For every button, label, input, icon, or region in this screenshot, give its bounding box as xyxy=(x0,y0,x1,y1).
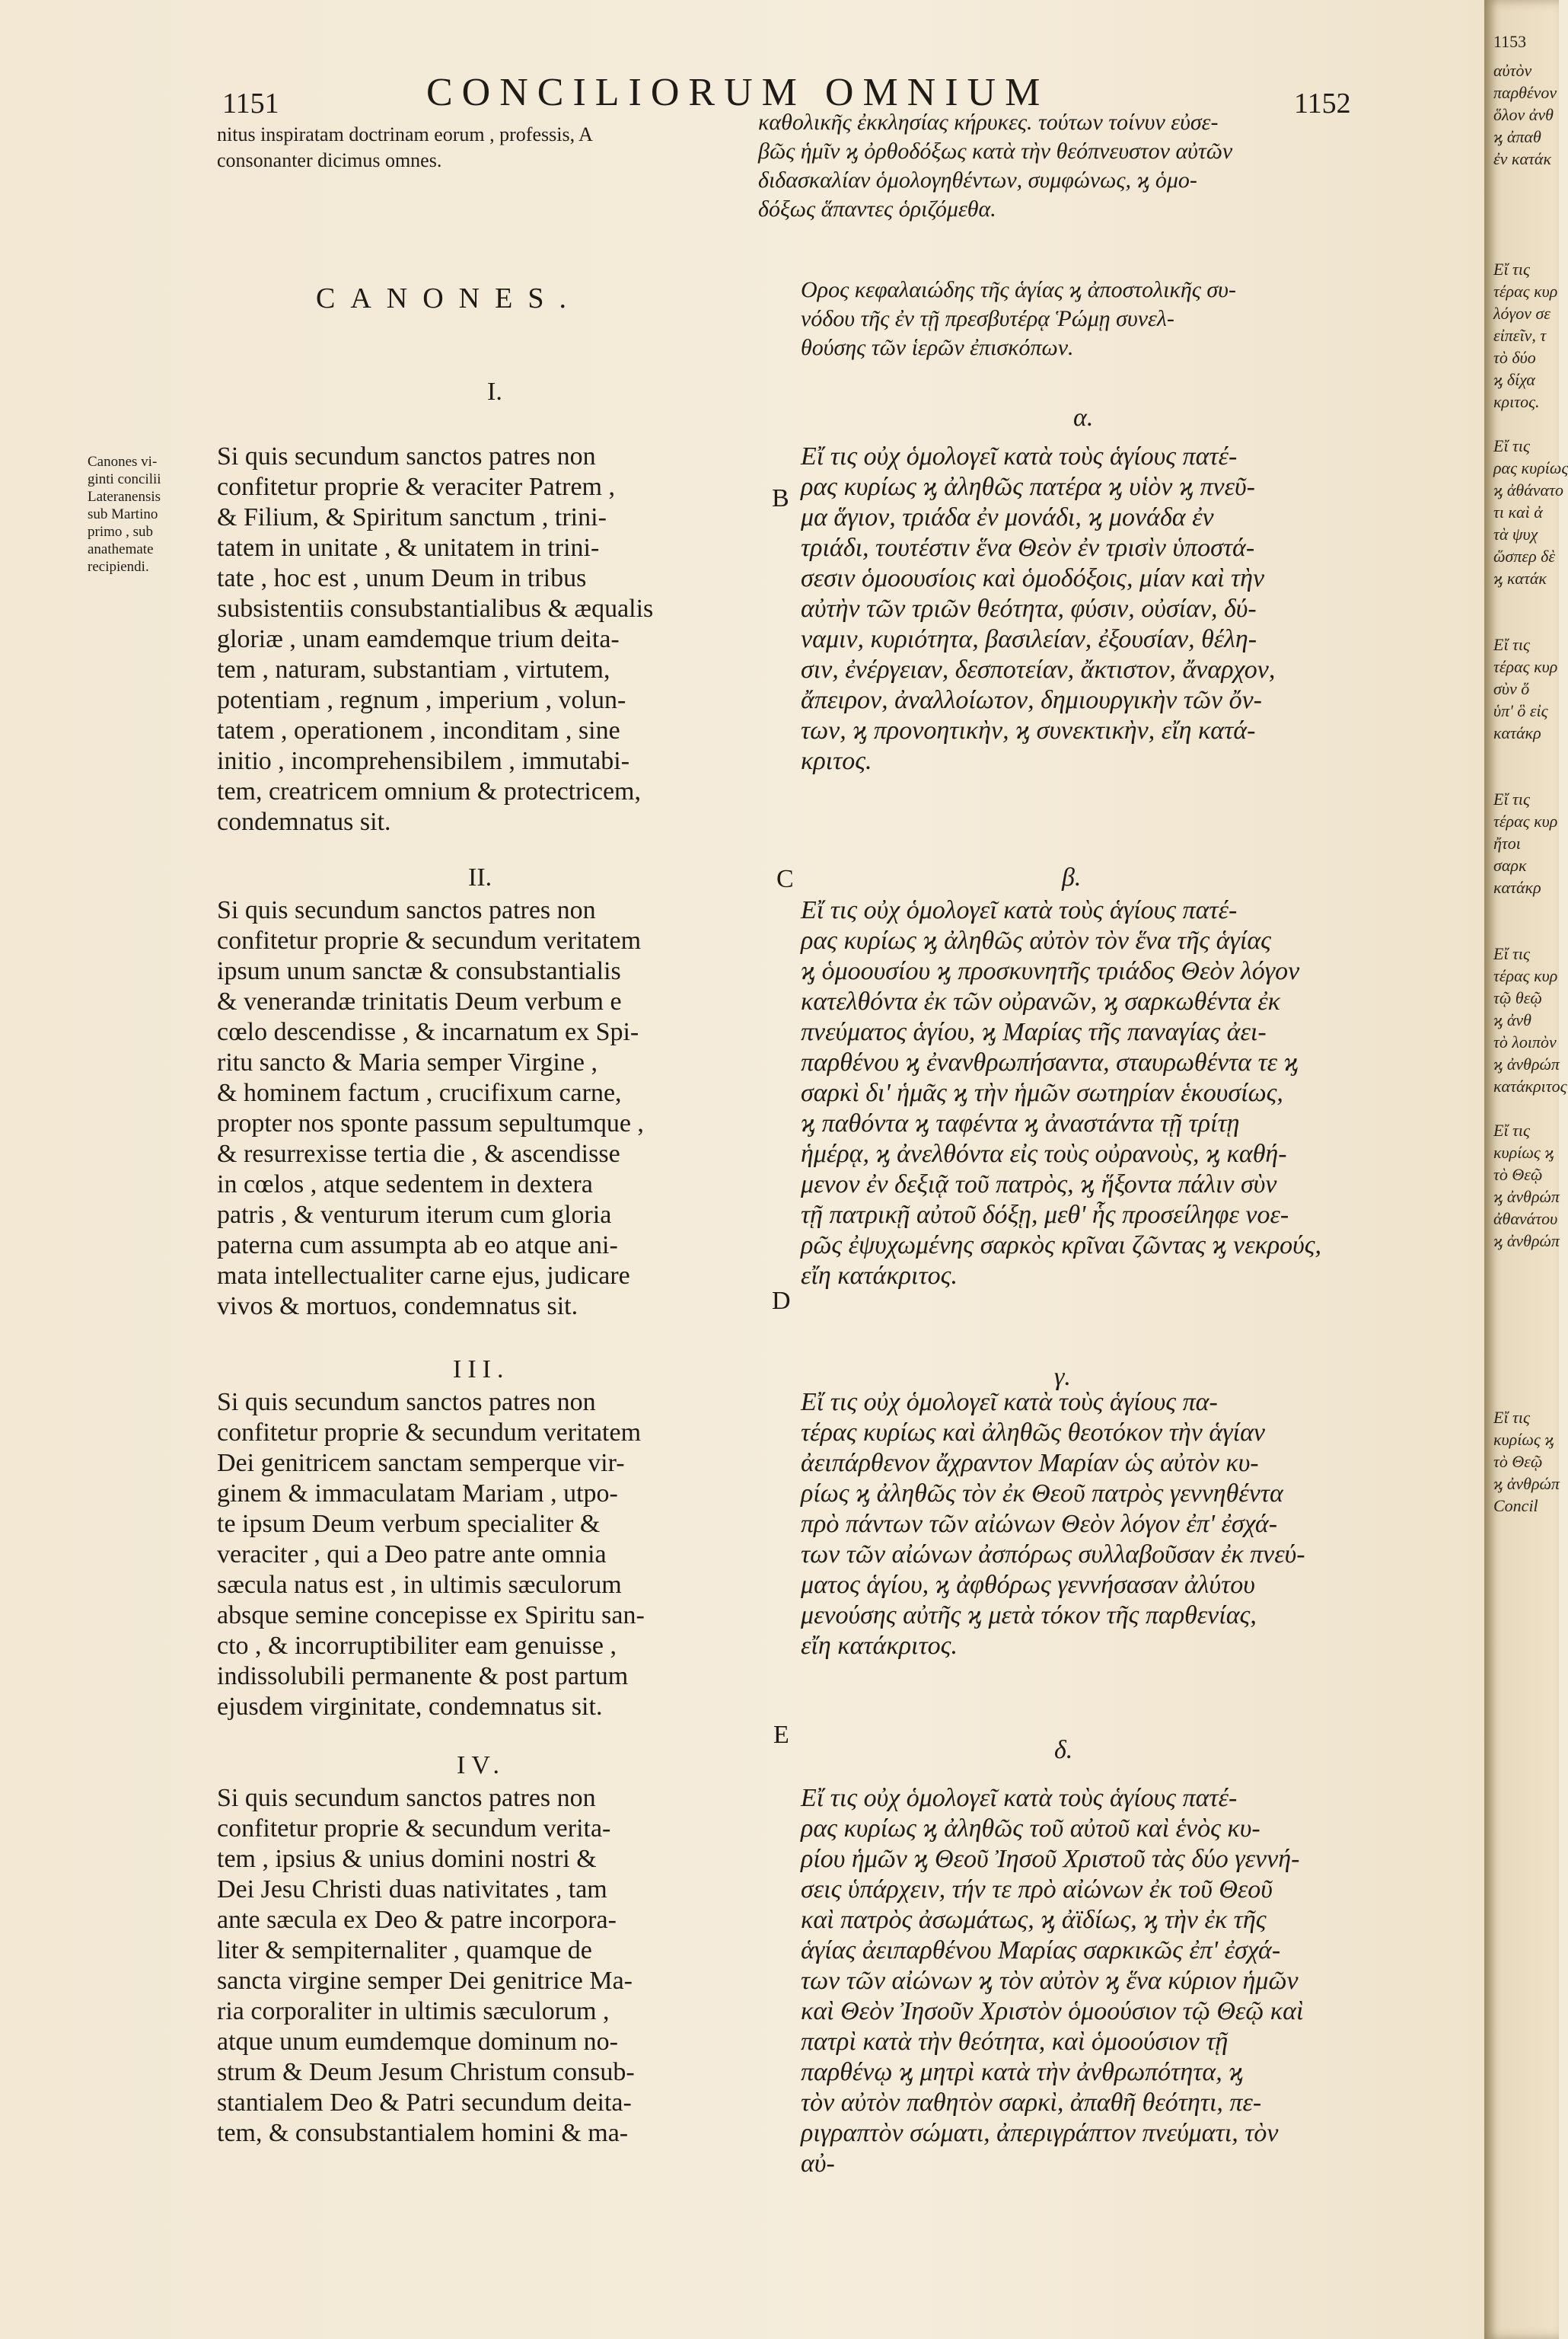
latin-line: tatem , operationem , inconditam , sine xyxy=(217,716,620,745)
greek-line: αὐτὴν τῶν τριῶν θεότητα, φύσιν, οὐσίαν, δύ- xyxy=(801,595,1257,623)
latin-line: stantialem Deo & Patri secundum deita- xyxy=(217,2089,632,2117)
greek-line: ρας κυρίως ϗ ἀληθῶς τοῦ αὐτοῦ καὶ ἑνὸς κυ- xyxy=(801,1814,1260,1843)
latin-line: ria corporaliter in ultimis sæculorum , xyxy=(217,1997,610,2025)
greek-line: Εἴ τις οὐχ ὁμολογεῖ κατὰ τοὺς ἁγίους πατέ- xyxy=(801,1784,1238,1812)
greek-heading-line: νόδου τῆς ἐν τῇ πρεσβυτέρᾳ Ῥώμῃ συνελ- xyxy=(801,306,1174,331)
greek-canon-numeral: δ. xyxy=(1054,1736,1073,1764)
latin-line: propter nos sponte passum sepultumque , xyxy=(217,1109,644,1138)
latin-line: indissolubili permanente & post partum xyxy=(217,1662,629,1690)
facing-page-line: τὸ λοιπὸν xyxy=(1493,1032,1557,1051)
facing-page-line xyxy=(1493,192,1557,214)
marginal-line: sub Martino xyxy=(88,506,158,522)
greek-line: ρας κυρίως ϗ ἀληθῶς αὐτὸν τὸν ἕνα τῆς ἁγίας xyxy=(801,927,1271,955)
facing-page-line: Εἴ τις xyxy=(1493,1408,1530,1427)
greek-line: ἀειπάρθενον ἄχραντον Μαρίαν ὡς αὐτὸν κυ- xyxy=(801,1449,1259,1477)
canon-numeral: I. xyxy=(487,378,502,406)
latin-line: tem, & consubstantialem homini & ma- xyxy=(217,2119,629,2147)
facing-page-line: Εἴ τις xyxy=(1493,635,1530,654)
facing-page-line: κατάκρ xyxy=(1493,723,1541,742)
canon-latin-text xyxy=(217,1783,780,2149)
canon-latin-text xyxy=(217,895,780,1322)
greek-line: Εἴ τις οὐχ ὁμολογεῖ κατὰ τοὺς ἁγίους πατέ- xyxy=(801,896,1238,924)
greek-line: ϗ παθόντα ϗ ταφέντα ϗ ἀναστάντα τῇ τρίτῃ xyxy=(801,1109,1240,1138)
facing-page-line: εἰπεῖν, τ xyxy=(1493,326,1547,345)
greek-line: καὶ Θεὸν Ἰησοῦν Χριστὸν ὁμοούσιον τῷ Θεῷ καὶ xyxy=(801,1997,1304,2025)
latin-line: Dei genitricem sanctam semperque vir- xyxy=(217,1449,625,1477)
facing-page-line xyxy=(1493,1252,1557,1274)
facing-page-line: τὰ ψυχ xyxy=(1493,525,1538,544)
greek-line: εἴη κατάκριτος. xyxy=(801,1632,958,1660)
facing-page-line xyxy=(1493,766,1557,788)
facing-page-line xyxy=(1493,1318,1557,1340)
intro-greek-text xyxy=(758,108,1232,224)
greek-line: ϗ ὁμοουσίου ϗ προσκυνητῆς τριάδος Θεὸν λόγον xyxy=(801,957,1300,985)
greek-canon-numeral: γ. xyxy=(1054,1363,1071,1391)
facing-page-line: λόγον σε xyxy=(1493,304,1550,323)
facing-page-line: κυρίως ϗ xyxy=(1493,1143,1554,1162)
page-number-right: 1152 xyxy=(1294,88,1351,120)
greek-line: καὶ πατρὸς ἀσωμάτως, ϗ ἀϊδίως, ϗ τὴν ἐκ τῆς xyxy=(801,1906,1267,1934)
latin-line: vivos & mortuos, condemnatus sit. xyxy=(217,1292,578,1320)
facing-page-line: Εἴ τις xyxy=(1493,1121,1530,1140)
latin-line: subsistentiis consubstantialibus & æqualis xyxy=(217,595,654,623)
facing-page-line: παρθένον xyxy=(1493,83,1557,102)
facing-page-line xyxy=(1493,611,1557,633)
facing-page-line: ϗ ἀθάνατο xyxy=(1493,480,1563,499)
canones-heading: CANONES. xyxy=(316,282,582,314)
greek-line: τριάδι, τουτέστιν ἕνα Θεὸν ἐν τρισὶν ὑποστά- xyxy=(801,534,1255,562)
latin-line: cœlo descendisse , & incarnatum ex Spi- xyxy=(217,1018,639,1046)
facing-page-line: σὺν ὅ xyxy=(1493,679,1530,698)
facing-page-line: τέρας κυρ xyxy=(1493,282,1558,301)
greek-line: τὸν αὐτὸν παθητὸν σαρκὶ, ἀπαθῆ θεότητι, πε- xyxy=(801,2089,1262,2117)
latin-line: Dei Jesu Christi duas nativitates , tam xyxy=(217,1875,607,1903)
latin-line: veraciter , qui a Deo patre ante omnia xyxy=(217,1540,607,1568)
facing-page-line: Εἴ τις xyxy=(1493,944,1530,963)
facing-page-line: ὅλον ἀνθ xyxy=(1493,105,1554,124)
greek-line: ἁγίας ἀειπαρθένου Μαρίας σαρκικῶς ἐπ' ἐσχά- xyxy=(801,1936,1281,1964)
latin-line: sæcula natus est , in ultimis sæculorum xyxy=(217,1571,622,1599)
facing-page-line xyxy=(1493,1384,1557,1406)
facing-page-line: ὥσπερ δὲ xyxy=(1493,547,1556,566)
facing-page-line: κριτος. xyxy=(1493,392,1540,411)
latin-line: cto , & incorruptibiliter eam genuisse , xyxy=(217,1632,617,1660)
facing-page-text xyxy=(1493,59,1568,1517)
canon-greek-text xyxy=(801,895,1349,1291)
facing-page-line: σαρκ xyxy=(1493,856,1527,875)
latin-line: Si quis secundum sanctos patres non xyxy=(217,1388,596,1416)
canon-greek-text xyxy=(801,442,1349,777)
facing-page-line: τῷ θεῷ xyxy=(1493,988,1542,1007)
latin-line: Si quis secundum sanctos patres non xyxy=(217,896,596,924)
latin-line: absque semine concepisse ex Spiritu san- xyxy=(217,1601,645,1629)
marginal-line: ginti concilii xyxy=(88,471,161,487)
facing-page-line: ϗ ἀνθρώπ xyxy=(1493,1187,1560,1206)
margin-letter-c: C xyxy=(776,865,794,893)
facing-page-line xyxy=(1493,921,1557,943)
facing-page-line: κατάκριτος xyxy=(1493,1077,1567,1096)
latin-line: initio , incomprehensibilem , immutabi- xyxy=(217,747,630,775)
greek-canon-numeral: β. xyxy=(1062,863,1082,892)
latin-line: confitetur proprie & veraciter Patrem , xyxy=(217,473,615,501)
latin-line: ipsum unum sanctæ & consubstantialis xyxy=(217,957,621,985)
facing-page-line: ϗ ἀνθρώπ xyxy=(1493,1055,1560,1074)
facing-page-line xyxy=(1493,744,1557,766)
facing-page-line: ϗ κατάκ xyxy=(1493,569,1547,588)
facing-page-line: κυρίως ϗ xyxy=(1493,1430,1554,1449)
facing-page-line: ϗ ἀνθ xyxy=(1493,1010,1531,1029)
latin-line: te ipsum Deum verbum specialiter & xyxy=(217,1510,601,1538)
facing-page-line: τὸ δύο xyxy=(1493,348,1536,367)
latin-line: confitetur proprie & secundum verita- xyxy=(217,1814,611,1843)
facing-page-line xyxy=(1493,589,1557,611)
greek-line: ρίως ϗ ἀληθῶς τὸν ἐκ Θεοῦ πατρὸς γεννηθέντα xyxy=(801,1479,1283,1508)
greek-line: σιν, ἐνέργειαν, δεσποτείαν, ἄκτιστον, ἄναρχον, xyxy=(801,656,1276,684)
facing-page-line xyxy=(1493,1340,1557,1362)
greek-line: των τῶν αἰώνων ἀσπόρως συλλαβοῦσαν ἐκ πνεύ- xyxy=(801,1540,1305,1568)
greek-line: ματος ἁγίου, ϗ ἀφθόρως γεννήσασαν ἀλύτου xyxy=(801,1571,1255,1599)
latin-line: tem , naturam, substantiam , virtutem, xyxy=(217,656,610,684)
intro-greek-line: βῶς ἡμῖν ϗ ὀρθοδόξως κατὰ τὴν θεόπνευστον αὐτῶν xyxy=(758,139,1233,164)
intro-latin-line: nitus inspiratam doctrinam eorum , professis, A xyxy=(217,123,593,145)
greek-line: ρας κυρίως ϗ ἀληθῶς πατέρα ϗ υἱὸν ϗ πνεῦ- xyxy=(801,473,1255,501)
canon-latin-text xyxy=(217,442,780,838)
latin-line: liter & sempiternaliter , quamque de xyxy=(217,1936,592,1964)
facing-page-line: κατάκρ xyxy=(1493,878,1541,897)
greek-line: ἡμέρᾳ, ϗ ἀνελθόντα εἰς τοὺς οὐρανοὺς, ϗ καθή- xyxy=(801,1140,1287,1168)
greek-heading-line: θούσης τῶν ἱερῶν ἐπισκόπων. xyxy=(801,335,1074,360)
greek-line: των τῶν αἰώνων ϗ τὸν αὐτὸν ϗ ἕνα κύριον ἡμῶν xyxy=(801,1967,1299,1995)
facing-page-line xyxy=(1493,1296,1557,1318)
facing-page-line xyxy=(1493,214,1557,236)
greek-line: ρίου ἡμῶν ϗ Θεοῦ Ἰησοῦ Χριστοῦ τὰς δύο γεννή- xyxy=(801,1845,1300,1873)
greek-line: κατελθόντα ἐκ τῶν οὐρανῶν, ϗ σαρκωθέντα ἐκ xyxy=(801,988,1280,1016)
facing-page-line: ἀθανάτου xyxy=(1493,1209,1558,1228)
facing-page-line: ϗ δίχα xyxy=(1493,370,1535,389)
canon-numeral: IV. xyxy=(457,1751,505,1779)
greek-line: μενούσης αὐτῆς ϗ μετὰ τόκον τῆς παρθενίας, xyxy=(801,1601,1257,1629)
marginal-line: Lateranensis xyxy=(88,489,161,505)
intro-greek-line: διδασκαλίαν ὁμολογηθέντων, συμφώνως, ϗ ὁμο- xyxy=(758,168,1197,193)
greek-line: μα ἅγιον, τριάδα ἐν μονάδι, ϗ μονάδα ἐν xyxy=(801,503,1214,531)
intro-latin-text xyxy=(217,122,593,174)
marginal-note xyxy=(88,453,161,576)
latin-line: atque unum eumdemque dominum no- xyxy=(217,2028,618,2056)
facing-page-line xyxy=(1493,413,1557,435)
latin-line: tatem in unitate , & unitatem in trini- xyxy=(217,534,600,562)
greek-line: τῇ πατρικῇ αὐτοῦ δόξῃ, μεθ' ἧς προσείληφε νοε- xyxy=(801,1201,1289,1229)
canon-greek-text xyxy=(801,1783,1349,2179)
intro-latin-line: consonanter dicimus omnes. xyxy=(217,149,442,171)
latin-line: tate , hoc est , unum Deum in tribus xyxy=(217,564,587,592)
latin-line: ritu sancto & Maria semper Virgine , xyxy=(217,1048,598,1077)
greek-heading-line: Ορος κεφαλαιώδης τῆς ἁγίας ϗ ἀποστολικῆς συ- xyxy=(801,277,1236,302)
greek-line: Εἴ τις οὐχ ὁμολογεῖ κατὰ τοὺς ἁγίους πατέ- xyxy=(801,442,1238,471)
facing-page-line: Εἴ τις xyxy=(1493,790,1530,809)
greek-line: των, ϗ προνοητικὴν, ϗ συνεκτικὴν, εἴη κατά- xyxy=(801,716,1256,745)
latin-line: strum & Deum Jesum Christum consub- xyxy=(217,2058,635,2086)
greek-line: ρῶς ἐψυχωμένης σαρκὸς κρῖναι ζῶντας ϗ νεκρούς, xyxy=(801,1231,1322,1259)
facing-page-line: τέρας κυρ xyxy=(1493,966,1558,985)
page-number-left: 1151 xyxy=(222,88,279,120)
margin-letter-e: E xyxy=(773,1721,789,1749)
intro-greek-line: δόξως ἅπαντες ὁριζόμεθα. xyxy=(758,196,996,222)
latin-line: & hominem factum , crucifixum carne, xyxy=(217,1079,622,1107)
greek-line: σεσιν ὁμοουσίοις καὶ ὁμοδόξοις, μίαν καὶ τὴν xyxy=(801,564,1265,592)
greek-line: κριτος. xyxy=(801,747,872,775)
greek-line: Εἴ τις οὐχ ὁμολογεῖ κατὰ τοὺς ἁγίους πα- xyxy=(801,1388,1218,1416)
greek-line: εἴη κατάκριτος. xyxy=(801,1262,958,1290)
facing-page-line: τὸ Θεῷ xyxy=(1493,1165,1543,1184)
facing-page-line: ὑπ' ὃ εἰς xyxy=(1493,701,1548,720)
facing-page-line: Εἴ τις xyxy=(1493,260,1530,279)
facing-page-line: ἤτοι xyxy=(1493,834,1521,853)
greek-line: ναμιν, κυριότητα, βασιλείαν, ἐξουσίαν, θέλη- xyxy=(801,625,1257,653)
latin-line: ante sæcula ex Deo & patre incorpora- xyxy=(217,1906,617,1934)
latin-line: & resurrexisse tertia die , & ascendisse xyxy=(217,1140,620,1168)
greek-line: παρθένου ϗ ἐνανθρωπήσαντα, σταυρωθέντα τε ϗ xyxy=(801,1048,1299,1077)
margin-letter-b: B xyxy=(772,484,789,512)
latin-line: mata intellectualiter carne ejus, judicare xyxy=(217,1262,630,1290)
latin-line: ejusdem virginitate, condemnatus sit. xyxy=(217,1693,603,1721)
facing-page-line: τι καὶ ἀ xyxy=(1493,503,1543,522)
greek-line: πνεύματος ἁγίου, ϗ Μαρίας τῆς παναγίας ἀει- xyxy=(801,1018,1267,1046)
facing-page-line: Concil xyxy=(1493,1496,1538,1515)
greek-line: ἄπειρον, ἀναλλοίωτον, δημιουργικὴν τῶν ὄν- xyxy=(801,686,1262,714)
canon-numeral: III. xyxy=(453,1355,510,1383)
facing-page-line xyxy=(1493,170,1557,192)
greek-line: παρθένῳ ϗ μητρὶ κατὰ τὴν ἀνθρωπότητα, ϗ xyxy=(801,2058,1244,2086)
canon-numeral: II. xyxy=(468,863,492,892)
canon-greek-text xyxy=(801,1387,1349,1661)
facing-page-line: τὸ Θεῷ xyxy=(1493,1452,1543,1471)
facing-page-line: αὐτὸν xyxy=(1493,61,1532,80)
intro-greek-line: καθολικῆς ἐκκλησίας κήρυκες. τούτων τοίνυν εὐσε- xyxy=(758,110,1219,135)
marginal-line: Canones vi- xyxy=(88,454,158,470)
latin-line: confitetur proprie & secundum veritatem xyxy=(217,1418,642,1447)
facing-page-line: ἐν κατάκ xyxy=(1493,149,1552,168)
facing-page-line: ρας κυρίως xyxy=(1493,458,1568,477)
facing-page-line xyxy=(1493,1097,1557,1119)
facing-page-line xyxy=(1493,1274,1557,1296)
facing-page-line: Εἴ τις xyxy=(1493,436,1530,455)
facing-page-line: ϗ ἀπαθ xyxy=(1493,127,1541,146)
latin-line: confitetur proprie & secundum veritatem xyxy=(217,927,642,955)
latin-line: Si quis secundum sanctos patres non xyxy=(217,1784,596,1812)
running-title: CONCILIORUM OMNIUM xyxy=(426,71,1050,114)
greek-line: σεις ὑπάρχειν, τήν τε πρὸ αἰώνων ἐκ τοῦ Θεοῦ xyxy=(801,1875,1273,1903)
latin-line: & venerandæ trinitatis Deum verbum e xyxy=(217,988,622,1016)
greek-line: μενον ἐν δεξιᾷ τοῦ πατρὸς, ϗ ἥξοντα πάλιν σὺν xyxy=(801,1170,1277,1198)
marginal-line: recipiendi. xyxy=(88,559,149,575)
facing-page-line: ϗ ἀνθρώπ xyxy=(1493,1474,1560,1493)
latin-line: condemnatus sit. xyxy=(217,808,391,836)
marginal-line: anathemate xyxy=(88,541,154,557)
canon-latin-text xyxy=(217,1387,780,1722)
latin-line: sancta virgine semper Dei genitrice Ma- xyxy=(217,1967,633,1995)
greek-line: σαρκὶ δι' ἡμᾶς ϗ τὴν ἡμῶν σωτηρίαν ἑκουσίως, xyxy=(801,1079,1283,1107)
facing-page-line xyxy=(1493,236,1557,258)
facing-page-line: ϗ ἀνθρώπ xyxy=(1493,1231,1560,1250)
latin-line: in cœlos , atque sedentem in dextera xyxy=(217,1170,593,1198)
latin-line: Si quis secundum sanctos patres non xyxy=(217,442,596,471)
latin-line: tem, creatricem omnium & protectricem, xyxy=(217,777,641,806)
latin-line: ginem & immaculatam Mariam , utpo- xyxy=(217,1479,618,1508)
facing-page-edge xyxy=(1484,0,1568,2339)
greek-line: ριγραπτὸν σώματι, ἀπεριγράπτον πνεύματι, τὸν xyxy=(801,2119,1279,2147)
latin-line: paterna cum assumpta ab eo atque ani- xyxy=(217,1231,618,1259)
facing-page-line: τέρας κυρ xyxy=(1493,812,1558,831)
greek-line: τέρας κυρίως καὶ ἀληθῶς θεοτόκον τὴν ἁγίαν xyxy=(801,1418,1266,1447)
greek-line: αὐ- xyxy=(801,2149,835,2178)
facing-page-line: τέρας κυρ xyxy=(1493,657,1558,676)
latin-line: potentiam , regnum , imperium , volun- xyxy=(217,686,626,714)
margin-letter-d: D xyxy=(772,1287,791,1315)
greek-line: πρὸ πάντων τῶν αἰώνων Θεὸν λόγον ἐπ' ἐσχά- xyxy=(801,1510,1278,1538)
facing-page-line xyxy=(1493,898,1557,921)
facing-page-line xyxy=(1493,1362,1557,1384)
latin-line: patris , & venturum iterum cum gloria xyxy=(217,1201,612,1229)
greek-heading xyxy=(801,276,1236,362)
marginal-line: primo , sub xyxy=(88,524,154,540)
running-header xyxy=(0,70,1484,123)
facing-page-number: 1153 xyxy=(1493,32,1527,51)
latin-line: & Filium, & Spiritum sanctum , trini- xyxy=(217,503,607,531)
greek-canon-numeral: α. xyxy=(1073,404,1094,432)
latin-line: tem , ipsius & unius domini nostri & xyxy=(217,1845,597,1873)
latin-line: gloriæ , unam eamdemque trium deita- xyxy=(217,625,620,653)
greek-line: πατρὶ κατὰ τὴν θεότητα, καὶ ὁμοούσιον τῇ xyxy=(801,2028,1229,2056)
